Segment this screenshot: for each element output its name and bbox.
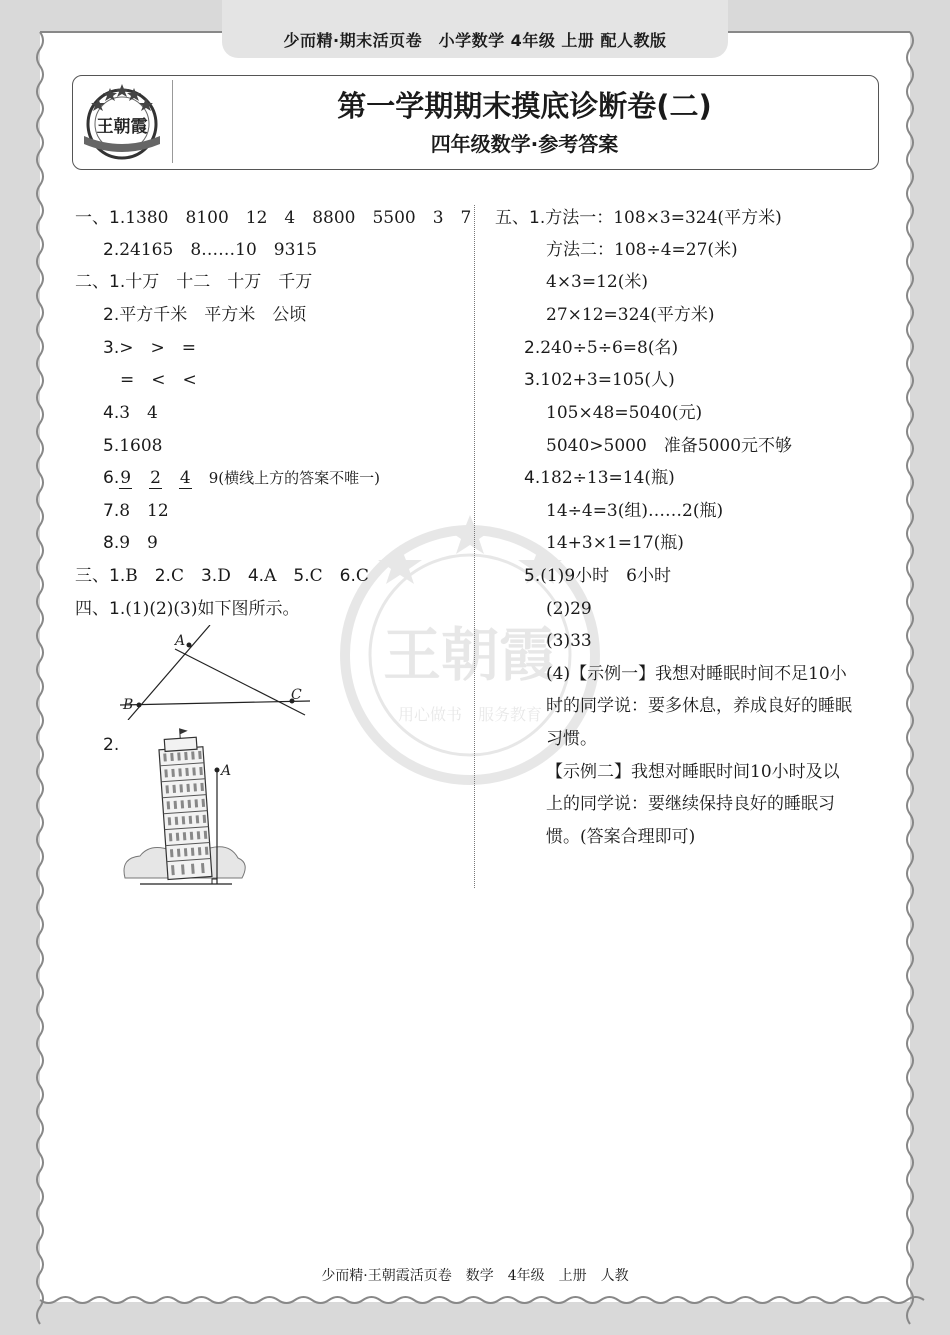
answer-5-3-step3: 5040>5000 准备5000元不够	[546, 436, 793, 456]
answer-2-7: 7.8 12	[103, 501, 169, 521]
answer-5-5-example2-line2: 上的同学说：要继续保持良好的睡眠习	[546, 794, 835, 814]
underlined-answer: 2	[150, 468, 161, 488]
answer-5-2: 2.240÷5÷6=8(名)	[524, 338, 679, 358]
answer-2-4: 4.3 4	[103, 403, 158, 423]
page-footer: 少而精·王朝霞活页卷 数学 4年级 上册 人教	[321, 1268, 629, 1284]
answer-5-3: 3.102+3=105(人)	[524, 370, 675, 390]
publisher-logo-icon	[78, 80, 166, 162]
answer-2-2: 2.平方千米 平方米 公顷	[103, 305, 307, 325]
underlined-answer: 9	[120, 468, 132, 488]
answer-1-2: 2.24165 8……10 9315	[103, 240, 318, 260]
answer-5-5-part3: (3)33	[546, 631, 592, 651]
triangle-figure	[115, 625, 315, 720]
answer-1-1: 一、1.1380 8100 12 4 8800 5500 3 7	[75, 208, 472, 228]
answer-2-3: 3.> > =	[103, 338, 196, 358]
answer-5-4: 4.182÷13=14(瓶)	[524, 468, 675, 488]
page-subtitle: 四年级数学·参考答案	[430, 132, 619, 156]
point-c-label: C	[291, 687, 302, 703]
point-b-label: B	[123, 697, 134, 713]
answer-5-5-part4-line1: (4)【示例一】我想对睡眠时间不足10小	[546, 664, 847, 684]
answer-5-5-example2-line1: 【示例二】我想对睡眠时间10小时及以	[546, 762, 840, 782]
column-divider	[474, 205, 475, 888]
answer-2-3-row2: = < <	[120, 370, 197, 390]
leaning-tower-figure	[120, 728, 250, 888]
answer-5-1-step2: 4×3=12(米)	[546, 272, 649, 292]
tower-point-a-label: A	[221, 763, 232, 779]
answer-5-4-step2: 14÷4=3(组)……2(瓶)	[546, 501, 724, 521]
answer-5-1-method2: 方法二：108÷4=27(米)	[546, 240, 738, 260]
answer-2-1: 二、1.十万 十二 十万 千万	[75, 272, 313, 292]
answer-5-1: 五、1.方法一：108×3=324(平方米)	[495, 208, 782, 228]
answer-5-5-part2: (2)29	[546, 599, 592, 619]
answer-4-2: 2.	[103, 735, 120, 755]
watermark-text: 王朝霞	[382, 621, 558, 689]
answer-5-3-step2: 105×48=5040(元)	[546, 403, 703, 423]
answer-5-4-step3: 14+3×1=17(瓶)	[546, 533, 684, 553]
answer-2-5: 5.1608	[103, 436, 163, 456]
answer-5-5-part4-line2: 时的同学说：要多休息，养成良好的睡眠	[546, 696, 852, 716]
watermark-slogan: 用心做书 服务教育	[397, 705, 543, 724]
page-title: 第一学期期末摸底诊断卷(二)	[337, 89, 712, 123]
answer-5-5-example2-line3: 惯。(答案合理即可)	[546, 827, 696, 847]
answer-2-6: 6.9 2 4 9(横线上方的答案不唯一)	[103, 468, 380, 488]
answer-5-5-part4-line3: 习惯。	[546, 729, 597, 749]
point-a-label: A	[175, 633, 186, 649]
logo-text: 王朝霞	[96, 117, 148, 137]
underlined-answer: 4	[179, 468, 191, 488]
answer-5-1-step3: 27×12=324(平方米)	[546, 305, 715, 325]
answer-2-8: 8.9 9	[103, 533, 158, 553]
series-label: 少而精·期末活页卷 小学数学 4年级 上册 配人教版	[283, 31, 667, 50]
answer-3: 三、1.B 2.C 3.D 4.A 5.C 6.C	[75, 566, 369, 586]
answer-4-1: 四、1.(1)(2)(3)如下图所示。	[75, 599, 300, 619]
answer-5-5: 5.(1)9小时 6小时	[524, 566, 671, 586]
